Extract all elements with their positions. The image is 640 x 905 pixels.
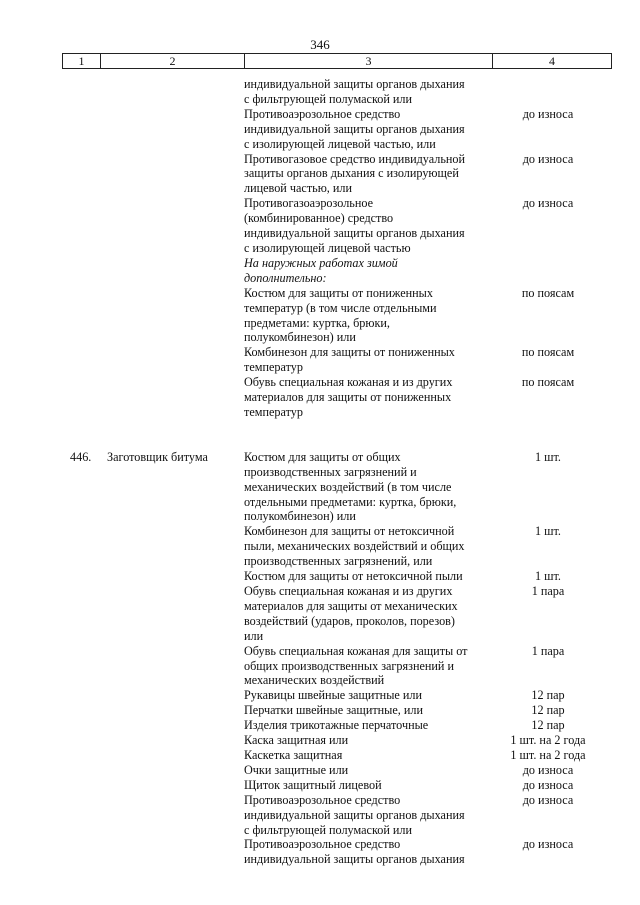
text-line: с изолирующей лицевой частью <box>244 240 411 255</box>
text-line: предметами: куртка, брюки, <box>244 315 390 330</box>
table-row <box>0 778 640 793</box>
text-line: Рукавицы швейные защитные или <box>244 688 422 703</box>
text-line: индивидуальной защиты органов дыхания <box>244 121 465 136</box>
table-row <box>0 77 640 107</box>
profession-name: Заготовщик битума <box>107 449 208 464</box>
text-line: Противогазовое средство индивидуальной <box>244 151 466 166</box>
table-row <box>0 584 640 644</box>
ppe-item-text <box>244 584 494 644</box>
text-line: полукомбинезон) или <box>244 509 356 524</box>
ppe-item-text <box>244 688 494 703</box>
table-row <box>0 837 640 867</box>
issue-norm: по поясам <box>521 375 575 390</box>
issue-norm: 12 пар <box>531 688 565 703</box>
issue-norm: до износа <box>522 837 574 852</box>
ppe-item-text <box>244 375 494 420</box>
text-line: Противоаэрозольное средство <box>244 792 401 807</box>
ppe-item-text <box>244 718 494 733</box>
issue-norm: 1 пара <box>531 643 565 658</box>
ppe-item-text <box>244 286 494 346</box>
text-line: Противогазоаэрозольное <box>244 196 374 211</box>
text-line: Комбинезон для защиты от нетоксичной <box>244 524 455 539</box>
issue-norm: до износа <box>522 792 574 807</box>
table-row <box>0 763 640 778</box>
text-line: температур <box>244 360 303 375</box>
table-row <box>0 793 640 838</box>
issue-norm: до износа <box>522 762 574 777</box>
text-line: с фильтрующей полумаской или <box>244 822 413 837</box>
text-line: Каскетка защитная <box>244 747 343 762</box>
text-line: производственных загрязнений, или <box>244 554 433 569</box>
text-line: лицевой частью, или <box>244 181 353 196</box>
text-line: механических воздействий (в том числе <box>244 479 452 494</box>
header-col-2: 2 <box>101 54 245 68</box>
page-number: 346 <box>310 37 330 52</box>
text-line: температур (в том числе отдельными <box>244 300 437 315</box>
issue-norm: до износа <box>522 196 574 211</box>
issue-norm: 1 шт. <box>535 449 561 464</box>
issue-norm: 1 шт. на 2 года <box>510 747 586 762</box>
text-line: температур <box>244 404 303 419</box>
text-line: с изолирующей лицевой частью, или <box>244 136 436 151</box>
header-col-1: 1 <box>63 54 101 68</box>
ppe-item-text <box>244 152 494 197</box>
table-body <box>0 77 640 867</box>
ppe-item-text <box>244 450 494 525</box>
table-row <box>0 196 640 256</box>
text-line: защиты органов дыхания с изолирующей <box>244 166 459 181</box>
text-line: индивидуальной защиты органов дыхания <box>244 226 465 241</box>
text-line: Обувь специальная кожаная для защиты от <box>244 643 468 658</box>
text-line: Перчатки швейные защитные, или <box>244 703 424 718</box>
text-line: общих производственных загрязнений и <box>244 658 455 673</box>
table-row <box>0 256 640 286</box>
text-line: Противоаэрозольное средство <box>244 837 401 852</box>
text-line: На наружных работах зимой <box>244 255 398 270</box>
text-line: пыли, механических воздействий и общих <box>244 539 465 554</box>
table-row <box>0 733 640 748</box>
table-row <box>0 703 640 718</box>
table-row <box>0 152 640 197</box>
text-line: материалов для защиты от механических <box>244 598 458 613</box>
text-line: индивидуальной защиты органов дыхания <box>244 77 465 91</box>
text-line: индивидуальной защиты органов дыхания <box>244 807 465 822</box>
issue-norm: по поясам <box>521 345 575 360</box>
issue-norm: 12 пар <box>531 703 565 718</box>
ppe-item-text <box>244 837 494 867</box>
ppe-item-text <box>244 196 494 256</box>
text-line: (комбинированное) средство <box>244 211 394 226</box>
text-line: воздействий (ударов, проколов, порезов) <box>244 613 455 628</box>
ppe-item-text <box>244 703 494 718</box>
issue-norm: до износа <box>522 777 574 792</box>
text-line: Костюм для защиты от нетоксичной пыли <box>244 569 463 584</box>
ppe-item-text <box>244 763 494 778</box>
text-line: Очки защитные или <box>244 762 349 777</box>
issue-norm: по поясам <box>521 285 575 300</box>
ppe-item-text <box>244 748 494 763</box>
table-row <box>0 345 640 375</box>
text-line: Изделия трикотажные перчаточные <box>244 718 429 733</box>
text-line: отдельными предметами: куртка, брюки, <box>244 494 457 509</box>
text-line: полукомбинезон) или <box>244 330 356 345</box>
header-col-4: 4 <box>549 54 555 68</box>
issue-norm: до износа <box>522 151 574 166</box>
table-row <box>0 688 640 703</box>
text-line: Щиток защитный лицевой <box>244 777 382 792</box>
text-line: Каска защитная или <box>244 733 349 748</box>
ppe-item-text <box>244 733 494 748</box>
continued-section <box>0 77 640 420</box>
section-gap <box>0 420 640 450</box>
ppe-item-text <box>244 793 494 838</box>
ppe-item-text <box>244 77 494 107</box>
section-446 <box>0 450 640 867</box>
table-row <box>0 450 640 525</box>
text-line: индивидуальной защиты органов дыхания <box>244 852 465 867</box>
table-row <box>0 375 640 420</box>
text-line: Костюм для защиты от общих <box>244 449 401 464</box>
header-col-3: 3 <box>245 54 493 68</box>
text-line: Обувь специальная кожаная и из других <box>244 584 453 598</box>
table-row <box>0 107 640 152</box>
ppe-item-text <box>244 524 494 569</box>
table-row <box>0 644 640 689</box>
text-line: Комбинезон для защиты от пониженных <box>244 345 455 360</box>
text-line: производственных загрязнений и <box>244 464 417 479</box>
issue-norm: 1 шт. на 2 года <box>510 733 586 748</box>
text-line: Обувь специальная кожаная и из других <box>244 375 453 390</box>
text-line: дополнительно: <box>244 270 327 285</box>
ppe-item-text <box>244 644 494 689</box>
issue-norm: 12 пар <box>531 718 565 733</box>
ppe-item-text <box>244 345 494 375</box>
ppe-item-text <box>244 778 494 793</box>
ppe-item-text <box>244 569 494 584</box>
ppe-item-text <box>244 256 494 286</box>
text-line: механических воздействий <box>244 673 385 688</box>
table-header <box>62 53 612 69</box>
ppe-item-text <box>244 107 494 152</box>
issue-norm: 1 пара <box>531 584 565 598</box>
text-line: Костюм для защиты от пониженных <box>244 285 433 300</box>
issue-norm: 1 шт. <box>535 569 561 584</box>
row-number: 446. <box>70 449 92 464</box>
table-row <box>0 286 640 346</box>
text-line: или <box>244 628 264 643</box>
text-line: Противоаэрозольное средство <box>244 106 401 121</box>
issue-norm: 1 шт. <box>535 524 561 539</box>
table-row <box>0 718 640 733</box>
table-row <box>0 569 640 584</box>
table-row <box>0 524 640 569</box>
table-row <box>0 748 640 763</box>
text-line: материалов для защиты от пониженных <box>244 390 452 405</box>
text-line: с фильтрующей полумаской или <box>244 91 413 106</box>
issue-norm: до износа <box>522 106 574 121</box>
